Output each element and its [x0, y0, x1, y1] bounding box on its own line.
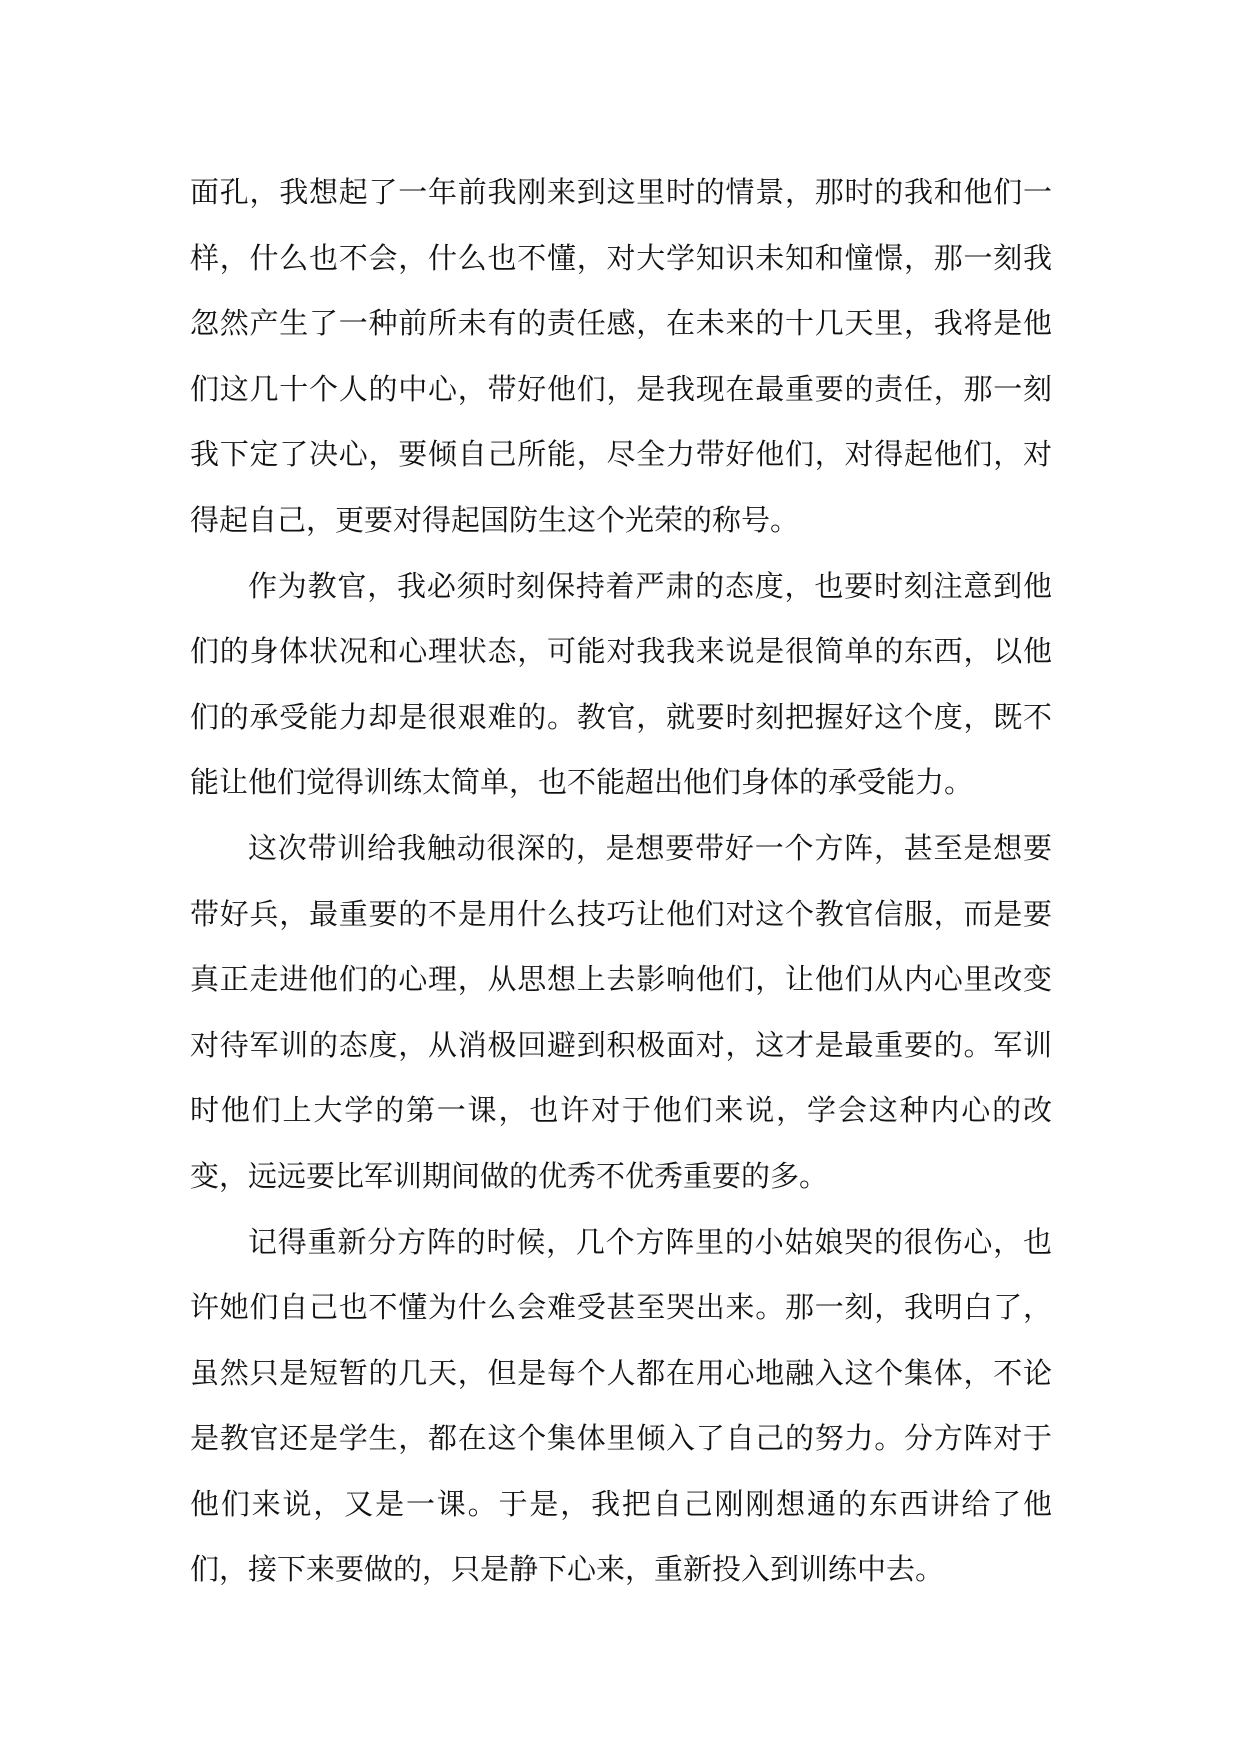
paragraph-3: 这次带训给我触动很深的，是想要带好一个方阵，甚至是想要带好兵，最重要的不是用什么技巧让他们对这个教官信服，而是要真正走进他们的心理，从思想上去影响他们，让他们从内心里改变对待军训的态度，从消极回避到积极面对，这才是最重要的。军训时他们上大学的第一课，也许对于他们来说，学会这种内心的改变，远远要比军训期间做的优秀不优秀重要的多。: [190, 830, 1052, 1193]
document-body: [190, 160, 1052, 1603]
paragraph-2: 作为教官，我必须时刻保持着严肃的态度，也要时刻注意到他们的身体状况和心理状态，可能对我我来说是很简单的东西，以他们的承受能力却是很艰难的。教官，就要时刻把握好这个度，既不能让他们觉得训练太简单，也不能超出他们身体的承受能力。: [190, 568, 1052, 800]
paragraph-4: 记得重新分方阵的时候，几个方阵里的小姑娘哭的很伤心，也许她们自己也不懂为什么会难受甚至哭出来。那一刻，我明白了，虽然只是短暂的几天，但是每个人都在用心地融入这个集体，不论是教官还是学生，都在这个集体里倾入了自己的努力。分方阵对于他们来说，又是一课。于是，我把自己刚刚想通的东西讲给了他们，接下来要做的，只是静下心来，重新投入到训练中去。: [190, 1224, 1052, 1587]
paragraph-1: 面孔，我想起了一年前我刚来到这里时的情景，那时的我和他们一样，什么也不会，什么也不懂，对大学知识未知和憧憬，那一刻我忽然产生了一种前所未有的责任感，在未来的十几天里，我将是他们这几十个人的中心，带好他们，是我现在最重要的责任，那一刻我下定了决心，要倾自己所能，尽全力带好他们，对得起他们，对得起自己，更要对得起国防生这个光荣的称号。: [190, 175, 1052, 537]
